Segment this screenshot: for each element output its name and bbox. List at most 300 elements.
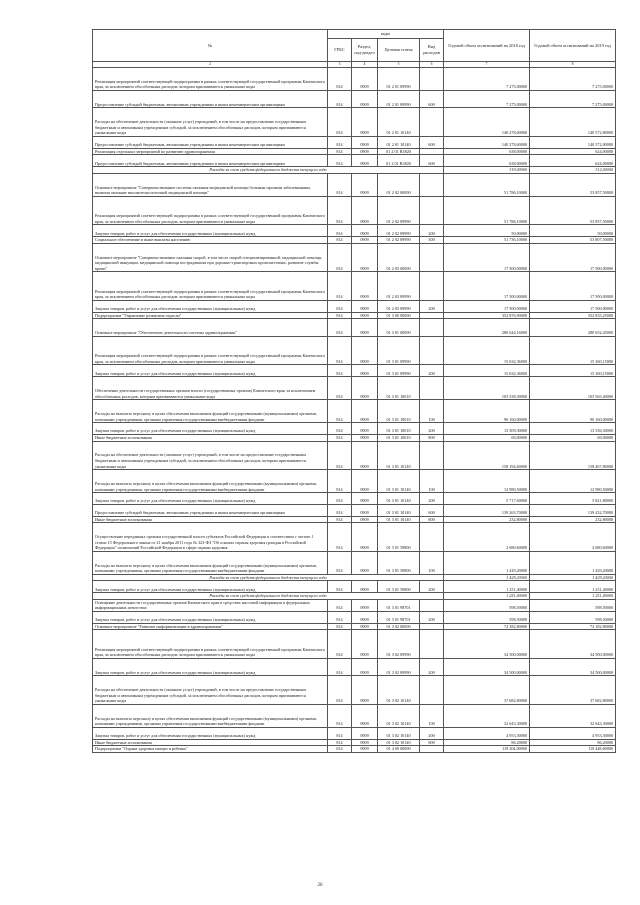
- amount-2019: 232,80000: [530, 516, 616, 523]
- table-note-row: [93, 574, 616, 581]
- section-code: 0909: [352, 623, 378, 630]
- target-code: 01 2 02 09990: [378, 225, 420, 237]
- amount-2019: 17 500,00000: [530, 300, 616, 312]
- amount-2018: 51 736,10000: [444, 237, 530, 244]
- row-name: Реализация мероприятий соответствующей подпрограммы в рамках соответствующей государственной программы Камчатского края, за исключением обособленных расходов, которым присваиваются уникальные коды: [93, 272, 328, 301]
- grbs-code: 814: [328, 272, 352, 301]
- col-num: 7: [444, 62, 530, 68]
- amount-2019: 12 980,50000: [530, 470, 616, 493]
- grbs-code: 814: [328, 470, 352, 493]
- section-code: 0909: [352, 441, 378, 470]
- amount-2018: 37 682,80000: [444, 676, 530, 705]
- amount-2019: 15 360,15000: [530, 336, 616, 365]
- section-code: 0909: [352, 746, 378, 753]
- target-code: 01 2 03 09990: [378, 272, 420, 301]
- section-code: 0909: [352, 400, 378, 423]
- target-code: 01 3 01 98701: [378, 612, 420, 624]
- table-row: [93, 630, 616, 659]
- section-code: 0909: [352, 148, 378, 155]
- row-name: Подпрограмма "Охрана здоровья матери и ребенка": [93, 746, 328, 753]
- amount-2018: 12 980,50000: [444, 470, 530, 493]
- grbs-code: 814: [328, 155, 352, 167]
- expense-type-code: 100: [420, 705, 444, 728]
- amount-2019: 86,20000: [530, 739, 616, 746]
- col-num: 5: [378, 62, 420, 68]
- amount-2018: 32 643,30000: [444, 705, 530, 728]
- col-num: 3: [328, 62, 352, 68]
- expense-type-code: 600: [420, 504, 444, 516]
- grbs-code: 814: [328, 551, 352, 574]
- target-code: 01 2 02 09990: [378, 237, 420, 244]
- table-row: [93, 423, 616, 435]
- expense-type-code: [420, 336, 444, 365]
- table-row: [93, 91, 616, 108]
- amount-2018: 69,00000: [444, 434, 530, 441]
- grbs-code: 814: [328, 312, 352, 319]
- expense-type-code: 600: [420, 91, 444, 108]
- target-code: 01 2 03 09990: [378, 300, 420, 312]
- row-name: Подпрограмма "Управление развитием отрасли": [93, 312, 328, 319]
- expense-type-code: 600: [420, 136, 444, 148]
- row-name: Осуществление переданных органам государственной власти субъектов Российской Федерации в соответствии с частью 1 статьи 15 Федерального закона от 21 ноября 2011 года № 323-ФЗ "Об основах охраны здоровья граждан в Российской Федерации" полномочий Российской Федерации в сфере охраны здоровья: [93, 523, 328, 552]
- col-num: 4: [352, 62, 378, 68]
- grbs-code: 814: [328, 400, 352, 423]
- grbs-code: 814: [328, 493, 352, 505]
- amount-2018: 15 632,36000: [444, 336, 530, 365]
- row-name: Иные бюджетные ассигнования: [93, 739, 328, 746]
- table-row: [93, 108, 616, 137]
- section-code: 0909: [352, 504, 378, 516]
- amount-2019: 13 336,30000: [530, 423, 616, 435]
- row-name: Социальное обеспечение и иные выплаты населению: [93, 237, 328, 244]
- amount-2018: 17 500,00000: [444, 243, 530, 272]
- amount-2019: 69,00000: [530, 434, 616, 441]
- expense-type-code: [420, 523, 444, 552]
- amount-2019: 37 682,80000: [530, 676, 616, 705]
- amount-2019: 7 275,00000: [530, 91, 616, 108]
- header-grbs: ГРБС: [328, 39, 352, 62]
- target-code: 01 3 02 10140: [378, 705, 420, 728]
- target-code: 01 3 01 09990: [378, 336, 420, 365]
- section-code: 0909: [352, 365, 378, 377]
- col-num: 2: [93, 62, 328, 68]
- grbs-code: 814: [328, 739, 352, 746]
- budget-table: [92, 29, 616, 753]
- amount-2019: 140 572,80000: [530, 136, 616, 148]
- grbs-code: 814: [328, 136, 352, 148]
- expense-type-code: [420, 148, 444, 155]
- note-text: Расходы за счет средств федерального бюджета текущего года: [93, 593, 444, 600]
- header-2018: Годовой объем ассигнований на 2018 год: [444, 30, 530, 62]
- amount-2018: 51 786,10000: [444, 196, 530, 225]
- amount-2019: 598,50000: [530, 612, 616, 624]
- target-code: 01 2 01 09990: [378, 68, 420, 91]
- table-row: [93, 136, 616, 148]
- grbs-code: 814: [328, 237, 352, 244]
- grbs-code: 814: [328, 612, 352, 624]
- row-name: Расходы на обеспечение деятельности (оказание услуг) учреждений, в том числе на предоставление государственным бюджетным и автономным учреждениям субсидий, за исключением обособленных расходов, которым присваиваются уникальные коды: [93, 108, 328, 137]
- target-code: 01 3 02 09990: [378, 659, 420, 676]
- amount-2019: 50,00000: [530, 225, 616, 237]
- section-code: 0909: [352, 630, 378, 659]
- grbs-code: 814: [328, 434, 352, 441]
- section-code: 0909: [352, 336, 378, 365]
- section-code: 0909: [352, 659, 378, 676]
- table-row: [93, 612, 616, 624]
- row-name: Предоставление субсидий бюджетным, автономным учреждениям и иным некоммерческим организациям: [93, 155, 328, 167]
- section-code: 0909: [352, 243, 378, 272]
- amount-2019: 5 821,80000: [530, 493, 616, 505]
- section-code: 0909: [352, 196, 378, 225]
- amount-2019: 312,00000: [530, 167, 616, 174]
- grbs-code: 814: [328, 300, 352, 312]
- expense-type-code: 300: [420, 237, 444, 244]
- row-name: Закупка товаров, работ и услуг для обеспечения государственных (муниципальных) нужд: [93, 612, 328, 624]
- amount-2019: 34 500,00000: [530, 659, 616, 676]
- target-code: 01 3 01 10140: [378, 504, 420, 516]
- header-type: Вид расходов: [420, 39, 444, 62]
- expense-type-code: 200: [420, 493, 444, 505]
- table-row: [93, 336, 616, 365]
- expense-type-code: 200: [420, 581, 444, 593]
- table-row: [93, 551, 616, 574]
- amount-2018: 1 429,20000: [444, 574, 530, 581]
- target-code: 01 3 01 10140: [378, 470, 420, 493]
- row-name: Закупка товаров, работ и услуг для обеспечения государственных (муниципальных) нужд: [93, 659, 328, 676]
- note-text: Расходы за счет средств федерального бюджета текущего года: [93, 167, 444, 174]
- target-code: 01 2 01 R3820: [378, 148, 420, 155]
- target-code: 01 2 02 00000: [378, 173, 420, 196]
- section-code: 0909: [352, 319, 378, 336]
- header-name: №: [93, 30, 328, 62]
- table-row: [93, 504, 616, 516]
- amount-2018: 352 876,90000: [444, 312, 530, 319]
- target-code: 01 3 01 10010: [378, 423, 420, 435]
- amount-2018: 638,00000: [444, 155, 530, 167]
- amount-2019: 280 652,45000: [530, 319, 616, 336]
- row-name: Расходы на выплаты персоналу в целях обеспечения выполнения функций государственными (муниципальными) органами, казенными учреждениями, органами управления государственными внебюджетными фондами: [93, 551, 328, 574]
- section-code: 0909: [352, 516, 378, 523]
- section-code: 0909: [352, 493, 378, 505]
- expense-type-code: 100: [420, 400, 444, 423]
- target-code: 01 3 00 00000: [378, 312, 420, 319]
- amount-2019: 32 643,30000: [530, 705, 616, 728]
- target-code: 01 3 01 59800: [378, 581, 420, 593]
- expense-type-code: 800: [420, 516, 444, 523]
- section-code: 0909: [352, 523, 378, 552]
- target-code: 01 3 02 10140: [378, 676, 420, 705]
- table-row: [93, 237, 616, 244]
- grbs-code: 814: [328, 148, 352, 155]
- section-code: 0909: [352, 272, 378, 301]
- amount-2018: 140 278,60000: [444, 108, 530, 137]
- section-code: 0909: [352, 237, 378, 244]
- note-text: Расходы за счет средств федерального бюджета текущего года: [93, 574, 444, 581]
- expense-type-code: 100: [420, 551, 444, 574]
- amount-2019: 598,50000: [530, 599, 616, 611]
- amount-2019: 119 448,60000: [530, 746, 616, 753]
- col-num: 8: [530, 62, 616, 68]
- row-name: Иные бюджетные ассигнования: [93, 434, 328, 441]
- target-code: 01 2 02 09990: [378, 196, 420, 225]
- grbs-code: 814: [328, 441, 352, 470]
- grbs-code: 814: [328, 377, 352, 400]
- amount-2019: 4 953,30000: [530, 728, 616, 740]
- amount-2019: 1 429,20000: [530, 574, 616, 581]
- target-code: 01 3 01 59800: [378, 523, 420, 552]
- expense-type-code: [420, 312, 444, 319]
- row-name: Закупка товаров, работ и услуг для обеспечения государственных (муниципальных) нужд: [93, 423, 328, 435]
- row-name: Основное мероприятие "Совершенствование оказания скорой, в том числе скорой специализированной, медицинской помощи, медицинской эвакуации, медицинской помощи пострадавшим при дорожно-транспортных происшествиях, развитие службы крови": [93, 243, 328, 272]
- row-name: Расходы на выплаты персоналу в целях обеспечения выполнения функций государственными (муниципальными) органами, казенными учреждениями, органами управления государственными внебюджетными фондами: [93, 705, 328, 728]
- amount-2019: 17 500,00000: [530, 243, 616, 272]
- table-note-row: [93, 167, 616, 174]
- amount-2019: 158 467,80000: [530, 441, 616, 470]
- grbs-code: 814: [328, 336, 352, 365]
- amount-2018: 1 251,40000: [444, 581, 530, 593]
- grbs-code: 814: [328, 746, 352, 753]
- expense-type-code: [420, 108, 444, 137]
- amount-2018: 4 953,30000: [444, 728, 530, 740]
- section-code: 0909: [352, 676, 378, 705]
- section-code: 0909: [352, 91, 378, 108]
- amount-2018: 34 500,00000: [444, 659, 530, 676]
- target-code: 01 3 02 10140: [378, 739, 420, 746]
- table-row: [93, 746, 616, 753]
- amount-2019: 90 160,00000: [530, 400, 616, 423]
- target-code: 01 3 01 10140: [378, 516, 420, 523]
- amount-2018: 280 644,16000: [444, 319, 530, 336]
- header-target: Целевая статья: [378, 39, 420, 62]
- grbs-code: 814: [328, 523, 352, 552]
- amount-2018: 7 275,00000: [444, 91, 530, 108]
- amount-2018: 13 309,30000: [444, 423, 530, 435]
- row-name: Обеспечение деятельности государственных органов власти (государственных органов) Камчатского края, за исключением обособленных расходов, которым присваиваются уникальные коды: [93, 377, 328, 400]
- expense-type-code: [420, 243, 444, 272]
- grbs-code: 814: [328, 659, 352, 676]
- grbs-code: 814: [328, 599, 352, 611]
- grbs-code: 814: [328, 243, 352, 272]
- amount-2019: 1 429,20000: [530, 551, 616, 574]
- expense-type-code: [420, 676, 444, 705]
- section-code: 0909: [352, 312, 378, 319]
- target-code: 01 3 01 59800: [378, 551, 420, 574]
- row-name: Закупка товаров, работ и услуг для обеспечения государственных (муниципальных) нужд: [93, 728, 328, 740]
- section-code: 0909: [352, 136, 378, 148]
- target-code: 01 3 01 09990: [378, 365, 420, 377]
- expense-type-code: [420, 196, 444, 225]
- target-code: 01 3 02 09990: [378, 630, 420, 659]
- amount-2019: 53 807,50000: [530, 237, 616, 244]
- table-row: [93, 148, 616, 155]
- table-row: [93, 300, 616, 312]
- table-row: [93, 272, 616, 301]
- header-2019: Годовой объем ассигнований на 2019 год: [530, 30, 616, 62]
- expense-type-code: 800: [420, 739, 444, 746]
- amount-2018: 72 182,80000: [444, 623, 530, 630]
- expense-type-code: 800: [420, 434, 444, 441]
- grbs-code: 814: [328, 504, 352, 516]
- header-section: Раздел, под-раздел: [352, 39, 378, 62]
- amount-2019: 15 360,15000: [530, 365, 616, 377]
- amount-2019: 103 565,40000: [530, 377, 616, 400]
- amount-2018: 86,20000: [444, 739, 530, 746]
- grbs-code: 814: [328, 196, 352, 225]
- expense-type-code: [420, 272, 444, 301]
- grbs-code: 814: [328, 705, 352, 728]
- amount-2019: 7 275,00000: [530, 68, 616, 91]
- expense-type-code: [420, 599, 444, 611]
- table-row: [93, 243, 616, 272]
- amount-2018: 2 680,60000: [444, 523, 530, 552]
- row-name: Расходы на обеспечение деятельности (оказание услуг) учреждений, в том числе на предоставление государственным бюджетным и автономным учреждениям субсидий, за исключением обособленных расходов, которым присваиваются уникальные коды: [93, 441, 328, 470]
- amount-2018: 5 717,60000: [444, 493, 530, 505]
- grbs-code: 814: [328, 623, 352, 630]
- budget-sheet: [92, 29, 615, 753]
- amount-2018: 232,80000: [444, 516, 530, 523]
- target-code: 01 4 00 00000: [378, 746, 420, 753]
- row-name: Расходы на обеспечение деятельности (оказание услуг) учреждений, в том числе на предоставление государственным бюджетным и автономным учреждениям субсидий, за исключением обособленных расходов, которым присваиваются уникальные коды: [93, 676, 328, 705]
- expense-type-code: 200: [420, 612, 444, 624]
- amount-2019: 34 500,00000: [530, 630, 616, 659]
- expense-type-code: 200: [420, 659, 444, 676]
- table-row: [93, 441, 616, 470]
- row-name: Расходы на выплаты персоналу в целях обеспечения выполнения функций государственными (муниципальными) органами, казенными учреждениями, органами управления государственными внебюджетными фондами: [93, 400, 328, 423]
- amount-2018: 7 275,00000: [444, 68, 530, 91]
- table-row: [93, 728, 616, 740]
- amount-2018: 103 538,30000: [444, 377, 530, 400]
- row-name: Расходы на выплаты персоналу в целях обеспечения выполнения функций государственными (муниципальными) органами, казенными учреждениями, органами управления государственными внебюджетными фондами: [93, 470, 328, 493]
- table-row: [93, 434, 616, 441]
- target-code: 01 3 01 10010: [378, 377, 420, 400]
- table-note-row: [93, 593, 616, 600]
- expense-type-code: [420, 173, 444, 196]
- section-code: 0909: [352, 434, 378, 441]
- row-name: Предоставление субсидий бюджетным, автономным учреждениям и иным некоммерческим организациям: [93, 91, 328, 108]
- amount-2019: 17 500,00000: [530, 272, 616, 301]
- amount-2019: 53 857,50000: [530, 173, 616, 196]
- table-row: [93, 623, 616, 630]
- col-num: 6: [420, 62, 444, 68]
- expense-type-code: [420, 319, 444, 336]
- amount-2018: 50,00000: [444, 225, 530, 237]
- section-code: 0909: [352, 423, 378, 435]
- expense-type-code: 600: [420, 155, 444, 167]
- amount-2019: 53 857,50000: [530, 196, 616, 225]
- amount-2019: 2 680,60000: [530, 523, 616, 552]
- amount-2018: 598,50000: [444, 612, 530, 624]
- table-row: [93, 493, 616, 505]
- table-row: [93, 312, 616, 319]
- target-code: 01 3 02 10140: [378, 728, 420, 740]
- grbs-code: 814: [328, 319, 352, 336]
- amount-2019: 72 182,80000: [530, 623, 616, 630]
- amount-2018: 34 500,00000: [444, 630, 530, 659]
- target-code: 01 3 01 10140: [378, 441, 420, 470]
- header-codes: коды: [328, 30, 444, 39]
- expense-type-code: 200: [420, 300, 444, 312]
- amount-2018: 638,00000: [444, 148, 530, 155]
- section-code: 0909: [352, 551, 378, 574]
- row-name: Основное мероприятие "Обеспечение деятельности системы здравоохранения": [93, 319, 328, 336]
- section-code: 0909: [352, 225, 378, 237]
- amount-2019: 352 835,25000: [530, 312, 616, 319]
- section-code: 0909: [352, 68, 378, 91]
- grbs-code: 814: [328, 225, 352, 237]
- row-name: Закупка товаров, работ и услуг для обеспечения государственных (муниципальных) нужд: [93, 581, 328, 593]
- table-row: [93, 516, 616, 523]
- target-code: 01 2 01 10140: [378, 108, 420, 137]
- row-name: Предоставление субсидий бюджетным, автономным учреждениям и иным некоммерческим организациям: [93, 136, 328, 148]
- row-name: Реализация мероприятий соответствующей подпрограммы в рамках соответствующей государственной программы Камчатского края, за исключением обособленных расходов, которым присваиваются уникальные коды: [93, 68, 328, 91]
- target-code: 01 2 03 00000: [378, 243, 420, 272]
- amount-2018: 319,00000: [444, 167, 530, 174]
- amount-2018: 90 160,00000: [444, 400, 530, 423]
- table-row: [93, 400, 616, 423]
- row-name: Закупка товаров, работ и услуг для обеспечения государственных (муниципальных) нужд: [93, 365, 328, 377]
- grbs-code: 814: [328, 91, 352, 108]
- section-code: 0909: [352, 300, 378, 312]
- expense-type-code: 200: [420, 225, 444, 237]
- table-row: [93, 739, 616, 746]
- table-row: [93, 705, 616, 728]
- table-row: [93, 470, 616, 493]
- section-code: 0909: [352, 728, 378, 740]
- expense-type-code: 200: [420, 365, 444, 377]
- grbs-code: 814: [328, 173, 352, 196]
- row-name: Основное мероприятие "Развитие информатизации в здравоохранении": [93, 623, 328, 630]
- target-code: 01 3 01 10140: [378, 493, 420, 505]
- amount-2018: 1 251,40000: [444, 593, 530, 600]
- amount-2019: 1 251,40000: [530, 581, 616, 593]
- expense-type-code: 100: [420, 470, 444, 493]
- section-code: 0909: [352, 581, 378, 593]
- expense-type-code: [420, 68, 444, 91]
- section-code: 0909: [352, 739, 378, 746]
- expense-type-code: [420, 377, 444, 400]
- expense-type-code: [420, 746, 444, 753]
- target-code: 01 2 01 09990: [378, 91, 420, 108]
- expense-type-code: 200: [420, 728, 444, 740]
- section-code: 0909: [352, 173, 378, 196]
- target-code: 01 2 01 R3820: [378, 155, 420, 167]
- row-name: Закупка товаров, работ и услуг для обеспечения государственных (муниципальных) нужд: [93, 493, 328, 505]
- table-row: [93, 659, 616, 676]
- amount-2018: 1 429,20000: [444, 551, 530, 574]
- amount-2018: 119 204,00000: [444, 746, 530, 753]
- table-row: [93, 196, 616, 225]
- amount-2018: 17 500,00000: [444, 300, 530, 312]
- table-row: [93, 319, 616, 336]
- amount-2018: 15 632,36000: [444, 365, 530, 377]
- grbs-code: 814: [328, 581, 352, 593]
- amount-2018: 139 263,70000: [444, 504, 530, 516]
- section-code: 0909: [352, 377, 378, 400]
- target-code: 01 3 01 00000: [378, 319, 420, 336]
- row-name: Основное мероприятие "Совершенствование системы оказания медицинской помощи больным прочими заболеваниями, включая оказание высокотехнологичной медицинской помощи": [93, 173, 328, 196]
- expense-type-code: [420, 441, 444, 470]
- table-row: [93, 365, 616, 377]
- row-name: Освещение деятельности государственных органов Камчатского края в средствах массовой информации и федеральных информационных агентствах: [93, 599, 328, 611]
- target-code: 01 2 01 10140: [378, 136, 420, 148]
- row-name: Предоставление субсидий бюджетным, автономным учреждениям и иным некоммерческим организациям: [93, 504, 328, 516]
- expense-type-code: [420, 630, 444, 659]
- grbs-code: 814: [328, 365, 352, 377]
- table-row: [93, 173, 616, 196]
- row-name: Реализация мероприятий соответствующей подпрограммы в рамках соответствующей государственной программы Камчатского края, за исключением обособленных расходов, которым присваиваются уникальные коды: [93, 196, 328, 225]
- target-code: 01 3 02 00000: [378, 623, 420, 630]
- grbs-code: 814: [328, 68, 352, 91]
